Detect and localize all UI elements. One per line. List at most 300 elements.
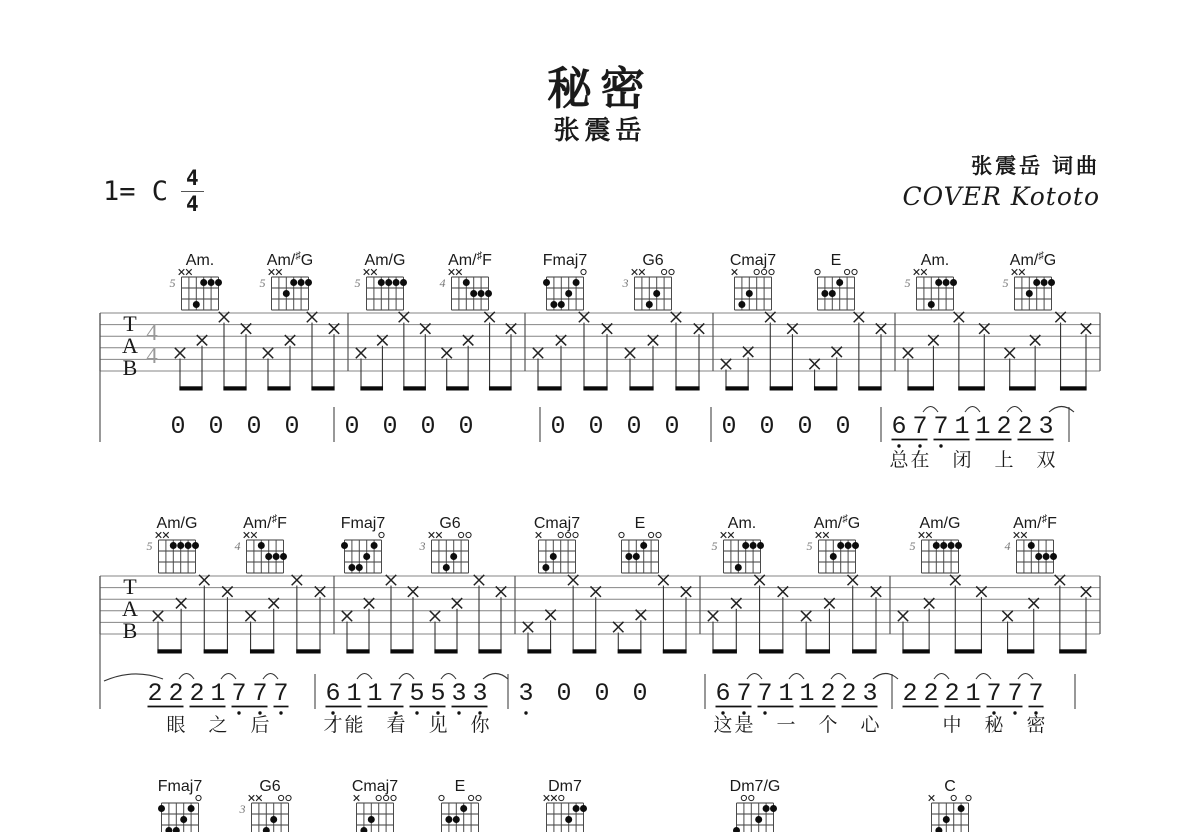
chord-diagram [440,250,493,310]
chord-diagram [544,778,587,832]
lyric-syllable: 密 [1026,714,1046,736]
finger-dot [192,542,199,549]
beam [583,386,607,390]
melody-note: 2 [841,679,857,708]
lyric-syllable: 心 [860,714,880,736]
melody-measure [323,674,508,737]
open-string-marker [815,269,820,274]
melody-note: 2 [820,679,836,708]
staff-time-signature: 4 [146,320,158,345]
melody-note: 7 [986,679,1002,708]
melody-line [100,576,1075,736]
finger-dot [185,542,192,549]
lyric-syllable: 一 [776,714,796,736]
tab-staff [100,311,1100,391]
open-string-marker [741,795,746,800]
melody-note: 0 [835,412,851,441]
beam [157,649,181,653]
finger-dot [460,805,467,812]
open-string-marker [662,269,667,274]
chord-name: E [454,778,466,795]
octave-dot [1013,711,1016,714]
fret-number: 5 [146,539,153,553]
finger-dot [443,564,450,571]
beam [1060,386,1087,390]
melody-note: 7 [1007,679,1023,708]
melody-note: 0 [632,679,648,708]
finger-dot [378,279,385,286]
finger-dot [193,301,200,308]
fret-number: 5 [806,539,813,553]
open-string-marker [469,795,474,800]
melody-note: 1 [954,412,970,441]
open-string-marker [559,795,564,800]
finger-dot [1026,290,1033,297]
fret-number: 5 [909,539,916,553]
melody-note: 2 [923,679,939,708]
melody-note: 6 [715,679,731,708]
chord-diagram [807,513,861,573]
lyric-syllable: 看 [386,714,406,736]
chord-name: G6 [439,515,461,532]
melody-note: 0 [721,412,737,441]
melody-note: 0 [556,679,572,708]
finger-dot [653,290,660,297]
finger-dot [385,279,392,286]
chord-name: E [830,252,842,269]
chord-diagram [929,778,971,832]
beam [675,386,699,390]
finger-dot [1043,553,1050,560]
finger-dot [950,279,957,286]
finger-dot [258,542,265,549]
finger-dot [363,553,370,560]
chord-diagram [622,252,675,310]
chord-diagram [815,252,857,310]
fret-number: 5 [354,276,361,290]
fret-number: 5 [711,539,718,553]
finger-dot [298,279,305,286]
finger-dot [633,553,640,560]
melody-note: 0 [550,412,566,441]
staff-measure [523,575,691,654]
finger-dot [550,301,557,308]
credit-writer: 张震岳 词曲 [971,155,1100,178]
chord-name: Am. [727,515,757,532]
fret-number: 5 [169,276,176,290]
chord-diagram [439,778,481,832]
fret-number: 5 [259,276,266,290]
melody-note: 1 [778,679,794,708]
open-string-marker [852,269,857,274]
octave-dot [415,711,418,714]
tab-clef-letter: T [123,574,137,599]
finger-dot [188,805,195,812]
open-string-marker [966,795,971,800]
finger-dot [1028,542,1035,549]
chord-name: Dm7 [548,778,582,795]
finger-dot [453,816,460,823]
melody-note: 7 [933,412,949,441]
chord-diagram [147,515,200,573]
finger-dot [750,542,757,549]
beam [1009,386,1036,390]
beam [902,649,929,653]
staff-measure [175,312,339,391]
open-string-marker [476,795,481,800]
melody-note: 7 [757,679,773,708]
beam [403,386,426,390]
melody-measure [170,412,299,441]
beam [390,649,413,653]
melody-note: 3 [472,679,488,708]
lyric-syllable: 是 [734,714,754,736]
open-string-marker [769,269,774,274]
finger-dot [821,290,828,297]
finger-dot [565,290,572,297]
chord-name: Fmaj7 [157,778,203,795]
staff-measure [356,312,516,391]
melody-note: 6 [325,679,341,708]
fret-number: 3 [419,539,426,553]
melody-note: 0 [458,412,474,441]
melody-note: 2 [944,679,960,708]
finger-dot [646,301,653,308]
tab-clef-letter: A [122,333,138,358]
open-string-marker [439,795,444,800]
tab-clef-letter: T [123,311,137,336]
finger-dot [305,279,312,286]
beam [955,649,982,653]
finger-dot [829,290,836,297]
octave-dot [279,711,282,714]
finger-dot [935,279,942,286]
melody-measure [104,674,289,737]
open-string-marker [459,532,464,537]
time-numerator: 4 [186,166,199,190]
open-string-marker [656,532,661,537]
octave-dot [457,711,460,714]
fret-number: 5 [904,276,911,290]
chord-name: Am/♯G [266,250,314,269]
melody-note: 2 [189,679,205,708]
chord-name: Am/G [156,515,198,532]
open-string-marker [951,795,956,800]
beam [629,386,653,390]
chord-diagram [712,515,765,573]
open-string-marker [669,269,674,274]
beam [250,649,274,653]
open-string-marker [391,795,396,800]
beam [179,386,202,390]
octave-dot [237,711,240,714]
open-string-marker [754,269,759,274]
melody-measure [889,407,1074,472]
melody-note: 7 [736,679,752,708]
song-artist: 张震岳 [553,116,647,146]
melody-note: 3 [518,679,534,708]
chord-name: Am/G [919,515,961,532]
finger-dot [368,816,375,823]
finger-dot [830,553,837,560]
tab-staff [100,574,1100,654]
finger-dot [625,553,632,560]
open-string-marker [379,532,384,537]
beam [360,386,383,390]
finger-dot [573,279,580,286]
beam [1007,649,1034,653]
score-system [158,778,971,832]
finger-dot [837,542,844,549]
finger-dot [208,279,215,286]
finger-dot [280,553,287,560]
tab-clef-letter: B [122,355,138,380]
melody-note: 3 [862,679,878,708]
open-string-marker [279,795,284,800]
chord-diagram [239,778,292,832]
beam [434,649,457,653]
finger-dot [738,301,745,308]
staff-time-signature: 4 [146,343,158,368]
finger-dot [755,816,762,823]
finger-dot [1035,553,1042,560]
beam [1059,649,1086,653]
finger-dot [270,816,277,823]
open-string-marker [573,532,578,537]
beam [858,386,881,390]
chord-diagram [158,778,203,832]
melody-note: 1 [965,679,981,708]
chord-diagram [619,515,661,573]
chord-name: Fmaj7 [340,515,386,532]
lyric-syllable: 能 [344,714,364,736]
finger-dot [360,827,367,832]
chord-name: Am. [185,252,215,269]
finger-dot [852,542,859,549]
open-string-marker [196,795,201,800]
melody-note: 5 [430,679,446,708]
beam [806,649,830,653]
beam [770,386,793,390]
chord-name: Cmaj7 [351,778,399,795]
finger-dot [542,564,549,571]
lyric-syllable: 这 [713,714,733,736]
melody-note: 0 [284,412,300,441]
melody-note: 0 [664,412,680,441]
staff-measure [903,312,1091,391]
lyric-syllable: 总 [889,449,909,471]
beam [267,386,290,390]
finger-dot [845,542,852,549]
melody-note: 1 [346,679,362,708]
finger-dot [770,805,777,812]
tab-clef-letter: B [122,618,138,643]
finger-dot [928,301,935,308]
melody-note: 0 [759,412,775,441]
staff-measure [898,575,1091,654]
chord-diagram [355,252,408,310]
melody-note: 0 [246,412,262,441]
beam [852,649,876,653]
beam [489,386,512,390]
lyric-syllable: 你 [470,714,490,736]
beam [446,386,469,390]
finger-dot [933,542,940,549]
chord-name: Am/♯G [813,513,861,532]
melody-measure [713,674,898,737]
finger-dot [215,279,222,286]
lyric-syllable: 之 [208,714,228,736]
melody-note: 3 [451,679,467,708]
finger-dot [573,805,580,812]
melody-note: 0 [626,412,642,441]
fret-number: 4 [439,276,446,290]
melody-note: 0 [797,412,813,441]
beam [712,649,736,653]
finger-dot [173,827,180,832]
melody-note: 0 [344,412,360,441]
finger-dot [735,564,742,571]
finger-dot [165,827,172,832]
open-string-marker [649,532,654,537]
staff-measure [533,312,704,391]
chord-diagram [730,252,776,310]
melody-note: 0 [420,412,436,441]
fret-number: 3 [622,276,629,290]
beam [958,386,985,390]
chord-name: Dm7/G [729,778,781,795]
chord-diagram [543,252,588,310]
finger-dot [943,816,950,823]
melody-measure [550,412,679,441]
finger-dot [470,290,477,297]
chord-diagram [352,778,398,832]
beam [223,386,246,390]
melody-measure [344,412,473,441]
staff-measure [342,575,506,654]
staff-measure [153,575,325,654]
beam [618,649,642,653]
melody-note: 7 [231,679,247,708]
chord-name: Am/♯F [448,250,492,269]
finger-dot [733,827,740,832]
chord-diagram [1005,513,1058,573]
open-string-marker [581,269,586,274]
chord-name: Cmaj7 [533,515,581,532]
beam [814,386,837,390]
fret-number: 5 [1002,276,1009,290]
finger-dot [265,553,272,560]
lyric-syllable: 上 [994,449,1014,471]
melody-note: 2 [147,679,163,708]
octave-dot [763,711,766,714]
open-string-marker [376,795,381,800]
finger-dot [565,816,572,823]
lyric-syllable: 才 [323,714,343,736]
melody-note: 6 [891,412,907,441]
chord-diagram [905,252,958,310]
beam [907,386,934,390]
chord-diagram [534,515,580,573]
open-string-marker [619,532,624,537]
melody-note: 1 [975,412,991,441]
melody-note: 2 [902,679,918,708]
finger-dot [940,542,947,549]
lyric-syllable: 个 [818,714,838,736]
lyric-syllable: 眼 [166,714,186,736]
finger-dot [580,805,587,812]
finger-dot [1041,279,1048,286]
beam [311,386,334,390]
chord-diagram [419,515,472,573]
melody-measure [518,679,647,715]
finger-dot [757,542,764,549]
finger-dot [371,542,378,549]
melody-note: 0 [594,679,610,708]
open-string-marker [762,269,767,274]
melody-note: 2 [996,412,1012,441]
finger-dot [170,542,177,549]
finger-dot [177,542,184,549]
octave-dot [524,711,527,714]
melody-note: 1 [367,679,383,708]
melody-note: 7 [273,679,289,708]
finger-dot [1050,553,1057,560]
score-system [100,513,1100,736]
melody-note: 1 [210,679,226,708]
finger-dot [400,279,407,286]
chord-diagram [730,778,781,832]
melody-measure [902,674,1045,737]
finger-dot [200,279,207,286]
fret-number: 4 [1004,539,1011,553]
chord-diagram [1003,250,1057,310]
beam [296,649,320,653]
staff-measure [708,575,881,654]
chord-name: Am/G [364,252,406,269]
finger-dot [742,542,749,549]
key-label: 1= C [103,176,169,207]
melody-note: 3 [1038,412,1054,441]
finger-dot [1048,279,1055,286]
chord-name: C [944,778,956,795]
finger-dot [393,279,400,286]
lyric-syllable: 秘 [984,714,1004,736]
finger-dot [558,301,565,308]
lyric-syllable: 在 [910,449,930,471]
finger-dot [478,290,485,297]
chord-diagram [910,515,963,573]
chord-name: Am/♯F [243,513,287,532]
fret-number: 4 [234,539,241,553]
lyric-syllable: 见 [428,714,448,736]
finger-dot [180,816,187,823]
finger-dot [445,816,452,823]
finger-dot [341,542,348,549]
finger-dot [463,279,470,286]
finger-dot [543,279,550,286]
chord-diagram [170,252,223,310]
melody-measure [721,412,850,441]
melody-note: 0 [170,412,186,441]
melody-note: 7 [388,679,404,708]
finger-dot [290,279,297,286]
beam [204,649,228,653]
melody-note: 0 [588,412,604,441]
open-string-marker [558,532,563,537]
chord-name: G6 [642,252,664,269]
chord-diagram [235,513,288,573]
